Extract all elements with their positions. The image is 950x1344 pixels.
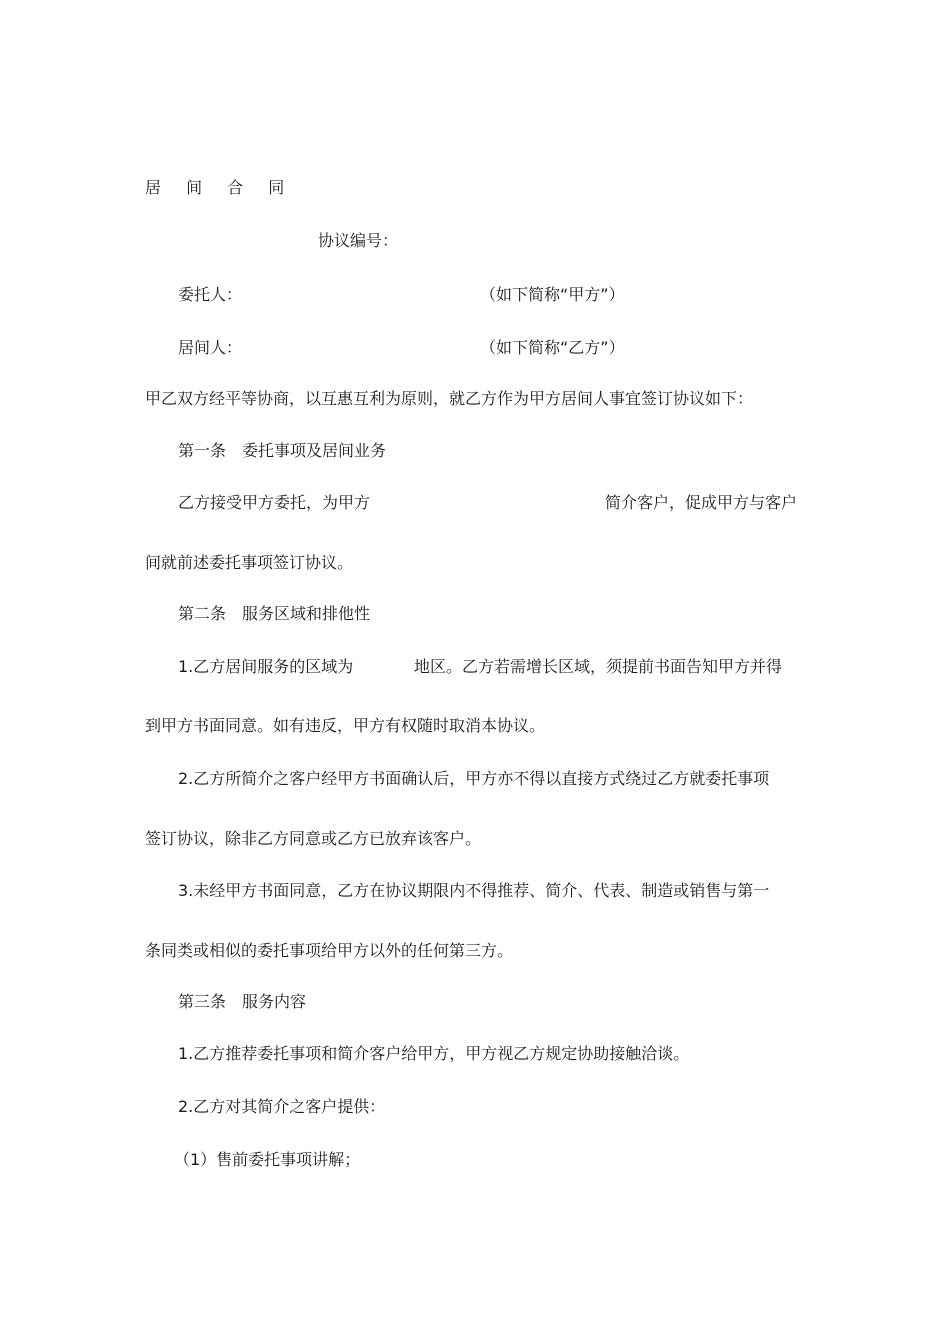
article-2-clause-2: 2.乙方所简介之客户经甲方书面确认后，甲方亦不得以直接方式绕过乙方就委托事项	[178, 769, 770, 788]
article-1-paragraph-1-part-1: 乙方接受甲方委托，为甲方	[178, 493, 371, 512]
intermediary-alias: （如下简称“乙方”）	[480, 338, 625, 357]
article-2-clause-1-continuation: 到甲方书面同意。如有违反，甲方有权随时取消本协议。	[145, 716, 546, 735]
article-3-heading: 第三条 服务内容	[178, 992, 307, 1011]
article-2-clause-2-continuation: 签订协议，除非乙方同意或乙方已放弃该客户。	[145, 829, 482, 848]
article-2-clause-3-continuation: 条同类或相似的委托事项给甲方以外的任何第三方。	[145, 941, 514, 960]
agreement-number-label: 协议编号：	[318, 231, 399, 250]
article-2-heading: 第二条 服务区域和排他性	[178, 604, 371, 623]
article-3-clause-1: 1.乙方推荐委托事项和简介客户给甲方，甲方视乙方规定协助接触洽谈。	[178, 1044, 690, 1063]
article-1-paragraph-1-part-2: 简介客户，促成甲方与客户	[605, 493, 798, 512]
principal-label: 委托人：	[178, 285, 243, 304]
article-3-clause-2: 2.乙方对其简介之客户提供：	[178, 1097, 386, 1116]
article-2-clause-1-part-1: 1.乙方居间服务的区域为	[178, 657, 354, 676]
article-3-clause-2-item-1: （1）售前委托事项讲解；	[174, 1150, 361, 1169]
article-1-paragraph-1-continuation: 间就前述委托事项签订协议。	[145, 553, 354, 572]
preamble-paragraph: 甲乙双方经平等协商，以互惠互利为原则，就乙方作为甲方居间人事宜签订协议如下：	[145, 389, 754, 408]
article-2-clause-1-part-2: 地区。乙方若需增长区域，须提前书面告知甲方并得	[414, 657, 783, 676]
document-title: 居 间 合 同	[145, 178, 295, 197]
principal-alias: （如下简称“甲方”）	[480, 285, 625, 304]
intermediary-label: 居间人：	[178, 338, 243, 357]
article-2-clause-3: 3.未经甲方书面同意，乙方在协议期限内不得推荐、简介、代表、制造或销售与第一	[178, 881, 770, 900]
article-1-heading: 第一条 委托事项及居间业务	[178, 441, 387, 460]
